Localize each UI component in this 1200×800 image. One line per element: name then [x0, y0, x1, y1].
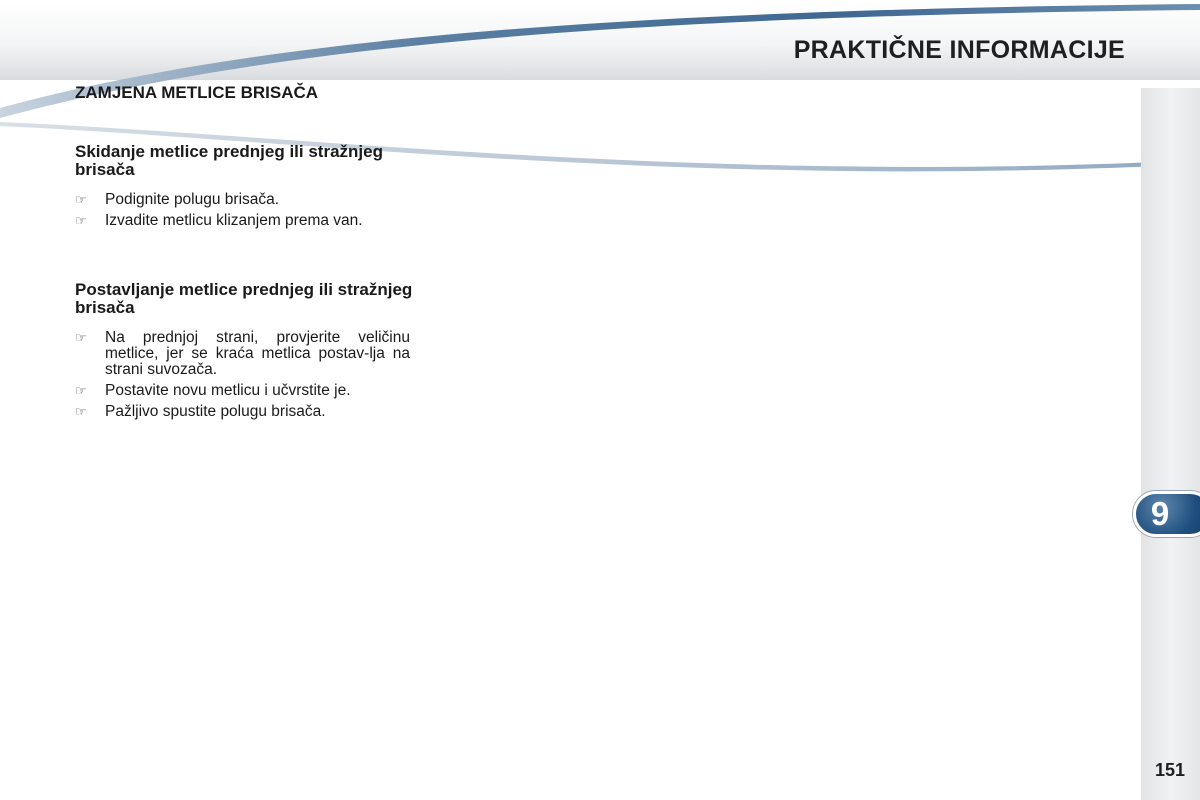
- main-heading: ZAMJENA METLICE BRISAČA: [75, 83, 319, 102]
- pointing-hand-icon: ☞: [75, 192, 87, 207]
- installation-steps: [75, 330, 410, 425]
- pointing-hand-icon: ☞: [75, 330, 87, 345]
- pointing-hand-icon: ☞: [75, 383, 87, 398]
- list-item: ☞ Postavite novu metlicu i učvrstite je.: [75, 382, 351, 399]
- list-item: ☞ Izvadite metlicu klizanjem prema van.: [75, 212, 363, 229]
- removal-heading: Skidanje metlice prednjeg ili stražnjeg brisača: [75, 142, 383, 179]
- chapter-number: 9: [1150, 495, 1170, 532]
- pointing-hand-icon: ☞: [75, 213, 87, 228]
- list-item: ☞ Pažljivo spustite polugu brisača.: [75, 403, 326, 420]
- page-number: 151: [1154, 760, 1185, 780]
- removal-steps: [75, 192, 410, 234]
- chapter-side-tab: [1141, 88, 1200, 800]
- installation-heading: Postavljanje metlice prednjeg ili stražnjeg brisača: [75, 280, 413, 317]
- list-item: ☞ Podignite polugu brisača.: [75, 191, 280, 208]
- list-item: ☞ Na prednjoj strani, provjerite veličinu metlice, jer se kraća metlica postav-lja na strani suvozača.: [75, 329, 410, 378]
- pointing-hand-icon: ☞: [75, 404, 87, 419]
- section-title: PRAKTIČNE INFORMACIJE: [793, 36, 1125, 64]
